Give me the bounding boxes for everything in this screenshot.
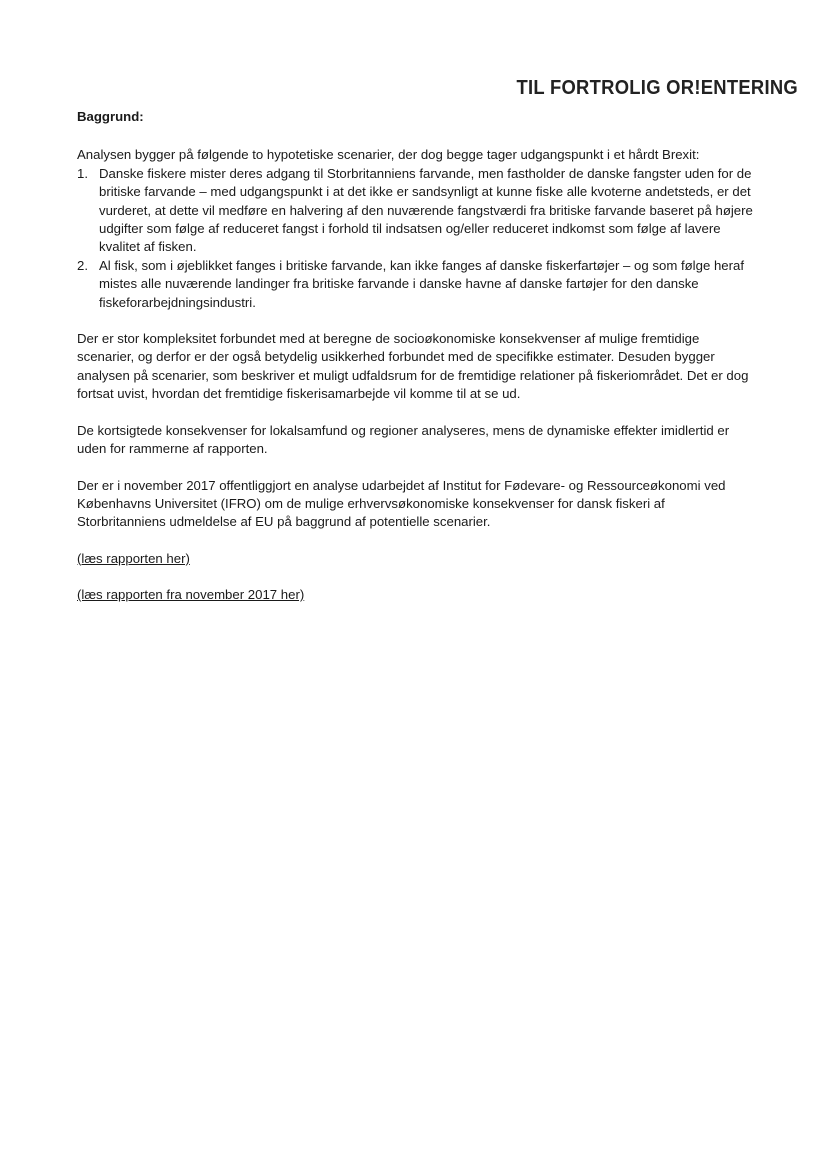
report-links xyxy=(77,550,757,623)
list-item xyxy=(77,165,757,257)
scenario-list xyxy=(77,165,757,312)
section-heading: Baggrund: xyxy=(77,109,144,124)
ifro-paragraph: Der er i november 2017 offentliggjort en analyse udarbejdet af Institut for Fødevare- og Ressourceøkonomi ved Københavns Universitet (IFRO) om de mulige erhvervsøkonomiske konsekvenser for dansk fiskeri af Storbritanniens udmeldelse af EU på baggrund af potentielle scenarier. xyxy=(77,477,726,530)
document-body xyxy=(77,108,757,623)
list-item xyxy=(77,257,757,312)
read-nov-2017-report-link[interactable]: (læs rapporten fra november 2017 her) xyxy=(77,587,305,603)
confidential-stamp: TIL FORTROLIG OR!ENTERING xyxy=(516,77,798,99)
list-item-number: 2. xyxy=(77,257,88,273)
read-report-link[interactable]: (læs rapporten her) xyxy=(77,550,190,566)
list-item-text: Al fisk, som i øjeblikket fanges i britiske farvande, kan ikke fanges af danske fiskerfartøjer – og som følge heraf mistes alle nuværende landinger fra britiske farvande i danske havne af danske fartøjer for den danske fiskeforarbejdningsindustri. xyxy=(99,257,745,310)
short-term-paragraph: De kortsigtede konsekvenser for lokalsamfund og regioner analyseres, mens de dynamiske effekter imidlertid er uden for rammerne af rapporten. xyxy=(77,422,730,457)
list-item-text: Danske fiskere mister deres adgang til Storbritanniens farvande, men fastholder de danske fangster uden for de britiske farvande – med udgangspunkt i at det ikke er sandsynligt at kunne fiske alle kvoterne andetsteds, er det vurderet, at dette vil medføre en halvering af den nuværende fangstværdi fra britiske farvande baseret på højere udgifter som følge af reduceret fangst i forhold til indsatsen og/eller reduceret indkomst som følge af lavere kvalitet af fisken. xyxy=(99,165,753,255)
complexity-paragraph: Der er stor kompleksitet forbundet med at beregne de socioøkonomiske konsekvenser af mulige fremtidige scenarier, og derfor er der også betydelig usikkerhed forbundet med de specifikke estimater. Desuden bygger analysen på scenarier, som beskriver et muligt udfaldsrum for de fremtidige relationer på fiskeriområdet. Det er dog fortsat uvist, hvordan det fremtidige fiskerisamarbejde vil komme til at se ud. xyxy=(77,331,749,402)
list-item-number: 1. xyxy=(77,165,88,181)
intro-paragraph: Analysen bygger på følgende to hypotetiske scenarier, der dog begge tager udgangspunkt i et hårdt Brexit: xyxy=(77,147,700,163)
